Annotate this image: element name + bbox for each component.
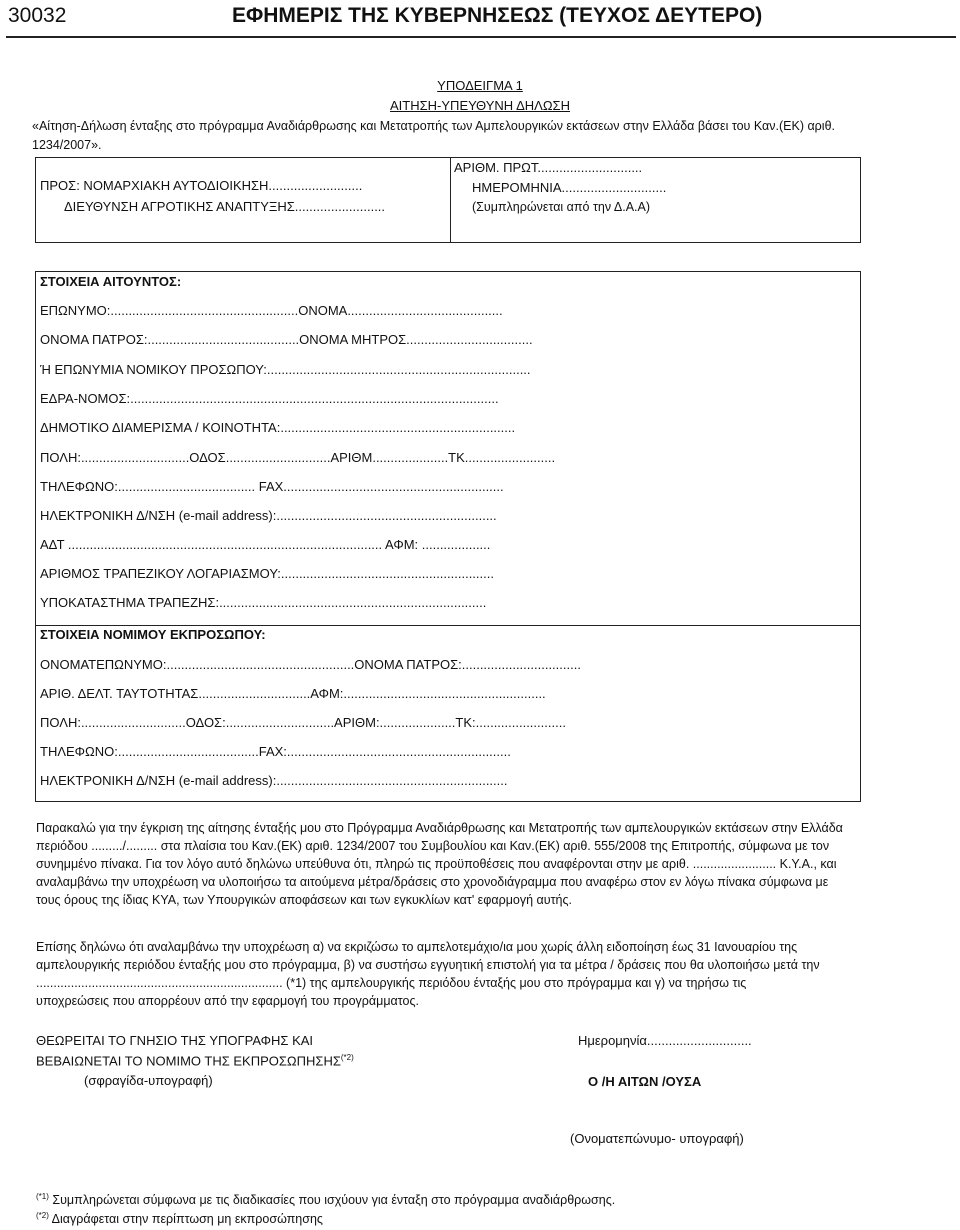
applicant-heading: ΣΤΟΙΧΕΙΑ ΑΙΤΟΥΝΤΟΣ: <box>40 274 182 289</box>
recipient-box-top <box>35 157 861 158</box>
recipient-to: ΠΡΟΣ: ΝΟΜΑΡΧΙΑΚΗ ΑΥΤΟΔΙΟΙΚΗΣΗ.......................... <box>40 178 363 193</box>
paragraph-line: αναλαμβάνω την υποχρέωση να υλοποιήσω τα αιτούμενα μέτρα/δράσεις στο χρονοδιάγραμμα που αναφέρω στον εν λόγω πίνακα σύμφωνα με <box>36 875 829 889</box>
representative-email-field[interactable]: ΗΛΕΚΤΡΟΝΙΚΗ Δ/ΝΣΗ (e-mail address):................................................................ <box>40 773 508 788</box>
representative-heading: ΣΤΟΙΧΕΙΑ ΝΟΜΙΜΟΥ ΕΚΠΡΟΣΩΠΟΥ: <box>40 627 266 642</box>
footnote-text: Διαγράφεται στην περίπτωση μη εκπροσώπησης <box>48 1212 323 1227</box>
recipient-department: ΔΙΕΥΘΥΝΣΗ ΑΓΡΟΤΙΚΗΣ ΑΝΑΠΤΥΞΗΣ......................... <box>64 199 386 214</box>
authenticity-footnote-mark: (*2) <box>340 1053 354 1062</box>
applicant-surname-field[interactable]: ΕΠΩΝΥΜΟ:....................................................ΟΝΟΜΑ........................................... <box>40 303 503 318</box>
authenticity-line1: ΘΕΩΡΕΙΤΑΙ ΤΟ ΓΝΗΣΙΟ ΤΗΣ ΥΠΟΓΡΑΦΗΣ ΚΑΙ <box>36 1033 314 1048</box>
applicant-address-field[interactable]: ΠΟΛΗ:..............................ΟΔΟΣ.............................ΑΡΙΘΜ.....................ΤΚ......................... <box>40 450 556 465</box>
applicant-email-field[interactable]: ΗΛΕΚΤΡΟΝΙΚΗ Δ/ΝΣΗ (e-mail address):............................................................. <box>40 508 497 523</box>
obligations-paragraph <box>36 938 932 1010</box>
paragraph-line: τους όρους της ίδιας ΚΥΑ, των Υπουργικών αποφάσεων και των εγκυκλίων κατ' εφαρμογή αυτής. <box>36 893 572 907</box>
form-subtitle-line1: «Αίτηση-Δήλωση ένταξης στο πρόγραμμα Αναδιάρθρωσης και Μετατροπής των Αμπελουργικών εκτάσεων στην Ελλάδα βάσει του Καν.(ΕΚ) αριθ. <box>32 119 835 133</box>
protocol-note: (Συμπληρώνεται από την Δ.Α.Α) <box>472 200 651 214</box>
applicant-phone-field[interactable]: ΤΗΛΕΦΩΝΟ:...................................... FAX............................................................. <box>40 479 504 494</box>
footnote-2 <box>36 1211 323 1226</box>
applicant-municipality-field[interactable]: ΔΗΜΟΤΙΚΟ ΔΙΑΜΕΡΙΣΜΑ / ΚΟΙΝΟΤΗΤΑ:................................................................. <box>40 420 516 435</box>
authenticity-line2 <box>36 1053 354 1068</box>
protocol-date-field[interactable]: ΗΜΕΡΟΜΗΝΙΑ............................. <box>472 180 667 195</box>
paragraph-line: Επίσης δηλώνω ότι αναλαμβάνω την υποχρέωση α) να εκριζώσω το αμπελοτεμάχιο/ια μου χωρίς άλλη ειδοποίηση έως 31 Ιανουαρίου της <box>36 940 798 954</box>
paragraph-line: αμπελουργικής περιόδου ένταξής μου στο πρόγραμμα, β) να συστήσω εγγυητική επιστολή για τα μέτρα / δράσεις που θα υλοποιήσω μετά την <box>36 958 820 972</box>
main-box-bottom <box>35 801 861 802</box>
header-rule <box>6 36 956 38</box>
gazette-title: ΕΦΗΜΕΡΙΣ ΤΗΣ ΚΥΒΕΡΝΗΣΕΩΣ (ΤΕΥΧΟΣ ΔΕΥΤΕΡΟ) <box>232 4 763 27</box>
recipient-box-right <box>860 157 861 243</box>
page-number: 30032 <box>8 4 67 27</box>
applicant-id-field[interactable]: ΑΔΤ ....................................................................................... ΑΦΜ: ................... <box>40 537 491 552</box>
recipient-box-divider <box>450 157 451 243</box>
representative-id-field[interactable]: ΑΡΙΘ. ΔΕΛΤ. ΤΑΥΤΟΤΗΤΑΣ...............................ΑΦΜ:........................................................ <box>40 686 546 701</box>
declaration-paragraph <box>36 819 932 909</box>
protocol-number-field[interactable]: ΑΡΙΘΜ. ΠΡΩΤ............................. <box>454 160 643 175</box>
footnote-1 <box>36 1192 615 1207</box>
signature-date-field[interactable]: Ημερομηνία............................. <box>578 1033 752 1048</box>
main-box-left <box>35 271 36 802</box>
paragraph-line: συνημμένο πίνακα. Για τον λόγο αυτό δηλώνω υπεύθυνα ότι, πληρώ τις προϋποθέσεις που αναφέρονται στην με αριθ. ........................ Κ.Υ.Α., και <box>36 857 837 871</box>
applicant-seat-field[interactable]: ΕΔΡΑ-ΝΟΜΟΣ:...................................................................................................... <box>40 391 499 406</box>
name-signature-label: (Ονοματεπώνυμο- υπογραφή) <box>570 1131 744 1146</box>
main-box-right <box>860 271 861 802</box>
applicant-signature-label: Ο /Η ΑΙΤΩΝ /ΟΥΣΑ <box>588 1074 702 1089</box>
applicant-legal-entity-field[interactable]: Ή ΕΠΩΝΥΜΙΑ ΝΟΜΙΚΟΥ ΠΡΟΣΩΠΟΥ:......................................................................... <box>40 362 531 377</box>
paragraph-line: υποχρεώσεις που απορρέουν από την εφαρμογή του προγράμματος. <box>36 994 419 1008</box>
applicant-parents-field[interactable]: ΟΝΟΜΑ ΠΑΤΡΟΣ:..........................................ΟΝΟΜΑ ΜΗΤΡΟΣ................................... <box>40 332 533 347</box>
paragraph-line: Παρακαλώ για την έγκριση της αίτησης ένταξής μου στο Πρόγραμμα Αναδιάρθρωσης και Μετατροπής των αμπελουργικών εκτάσεων στην Ελλάδα <box>36 821 843 835</box>
applicant-bank-branch-field[interactable]: ΥΠΟΚΑΤΑΣΤΗΜΑ ΤΡΑΠΕΖΗΣ:.......................................................................... <box>40 595 487 610</box>
footnote-mark: (*2) <box>36 1211 49 1220</box>
representative-phone-field[interactable]: ΤΗΛΕΦΩΝΟ:.......................................FAX:.............................................................. <box>40 744 511 759</box>
footnote-mark: (*1) <box>36 1192 49 1201</box>
applicant-bank-account-field[interactable]: ΑΡΙΘΜΟΣ ΤΡΑΠΕΖΙΚΟΥ ΛΟΓΑΡΙΑΣΜΟΥ:........................................................... <box>40 566 494 581</box>
model-title: ΥΠΟΔΕΙΓΜΑ 1 <box>437 78 523 93</box>
stamp-signature-label: (σφραγίδα-υπογραφή) <box>84 1073 213 1088</box>
paragraph-line: περιόδου ........./......... στα πλαίσια του Καν.(ΕΚ) αριθ. 1234/2007 του Συμβουλίου και Καν.(ΕΚ) αριθ. 555/2008 της Επιτροπής, σύμφωνα με τον <box>36 839 830 853</box>
document-title: ΑΙΤΗΣΗ-ΥΠΕΥΘΥΝΗ ΔΗΛΩΣΗ <box>390 98 570 113</box>
main-box-top <box>35 271 861 272</box>
form-subtitle-line2: 1234/2007». <box>32 138 102 152</box>
authenticity-text: ΒΕΒΑΙΩΝΕΤΑΙ ΤΟ ΝΟΜΙΜΟ ΤΗΣ ΕΚΠΡΟΣΩΠΗΣΗΣ <box>36 1053 341 1069</box>
section-divider <box>35 625 861 626</box>
representative-address-field[interactable]: ΠΟΛΗ:.............................ΟΔΟΣ:..............................ΑΡΙΘΜ:.....................ΤΚ:......................... <box>40 715 566 730</box>
representative-name-field[interactable]: ΟΝΟΜΑΤΕΠΩΝΥΜΟ:....................................................ΟΝΟΜΑ ΠΑΤΡΟΣ:................................. <box>40 657 581 672</box>
footnote-text: Συμπληρώνεται σύμφωνα με τις διαδικασίες που ισχύουν για ένταξη στο πρόγραμμα αναδιάρθρωσης. <box>48 1193 616 1208</box>
paragraph-line: ....................................................................... (*1) της αμπελουργικής περιόδου ένταξής μου στο πρόγραμμα και γ) να τηρήσω τις <box>36 976 747 990</box>
recipient-box-left <box>35 157 36 243</box>
recipient-box-bottom <box>35 242 861 243</box>
